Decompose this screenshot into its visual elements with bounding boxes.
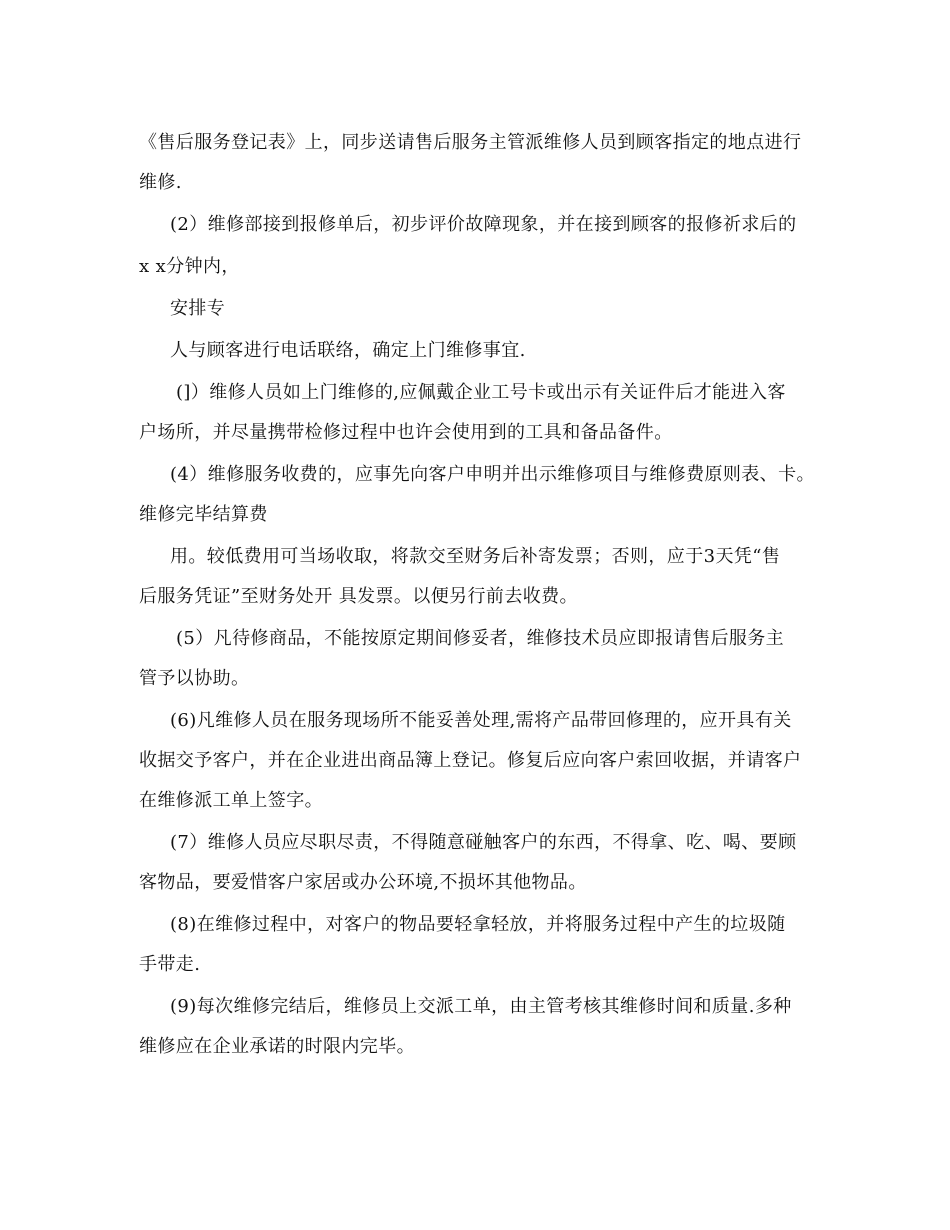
text-line: 维修. [139, 172, 182, 193]
text-line: 安排专 [170, 298, 226, 319]
text-line: 维修完毕结算费 [139, 504, 268, 525]
text-line: 手带走. [139, 954, 201, 975]
text-line: (2）维修部接到报修单后，初步评价故障现象，并在接到顾客的报修祈求后的 [170, 214, 797, 235]
text-line: 收据交予客户，并在企业进出商品簿上登记。修复后应向客户索回收据，并请客户 [139, 750, 802, 771]
text-line: (4）维修服务收费的，应事先向客户申明并出示维修项目与维修费原则表、卡。 [170, 464, 815, 485]
text-line: 在维修派工单上签字。 [139, 790, 323, 811]
text-line: (5）凡待修商品，不能按原定期间修妥者，维修技术员应即报请售后服务主 [176, 628, 785, 649]
text-line: (]）维修人员如上门维修的,应佩戴企业工号卡或出示有关证件后才能进入客 [176, 382, 786, 403]
text-line: 管予以协助。 [139, 668, 250, 689]
text-line: (9)每次维修完结后，维修员上交派工单，由主管考核其维修时间和质量.多种 [170, 996, 792, 1017]
text-line: 户场所，并尽量携带检修过程中也许会使用到的工具和备品备件。 [139, 422, 673, 443]
text-line: 维修应在企业承诺的时限内完毕。 [139, 1036, 415, 1057]
text-line: 后服务凭证”至财务处开 具发票。以便另行前去收费。 [139, 586, 578, 607]
text-line: 用。较低费用可当场收取，将款交至财务后补寄发票；否则，应于3天凭“售 [170, 546, 781, 567]
text-line: (6)凡维修人员在服务现场所不能妥善处理,需将产品带回修理的，应开具有关 [170, 710, 792, 731]
text-line: 人与顾客进行电话联络，确定上门维修事宜. [170, 340, 526, 361]
text-line: x x分钟内， [139, 256, 240, 277]
text-line: 客物品，要爱惜客户家居或办公环境,不损坏其他物品。 [139, 872, 587, 893]
text-line: (8)在维修过程中，对客户的物品要轻拿轻放，并将服务过程中产生的垃圾随 [170, 914, 786, 935]
text-line: (7）维修人员应尽职尽责，不得随意碰触客户的东西，不得拿、吃、喝、要顾 [170, 832, 797, 853]
text-line: 《售后服务登记表》上，同步送请售后服务主管派维修人员到顾客指定的地点进行 [139, 132, 802, 153]
